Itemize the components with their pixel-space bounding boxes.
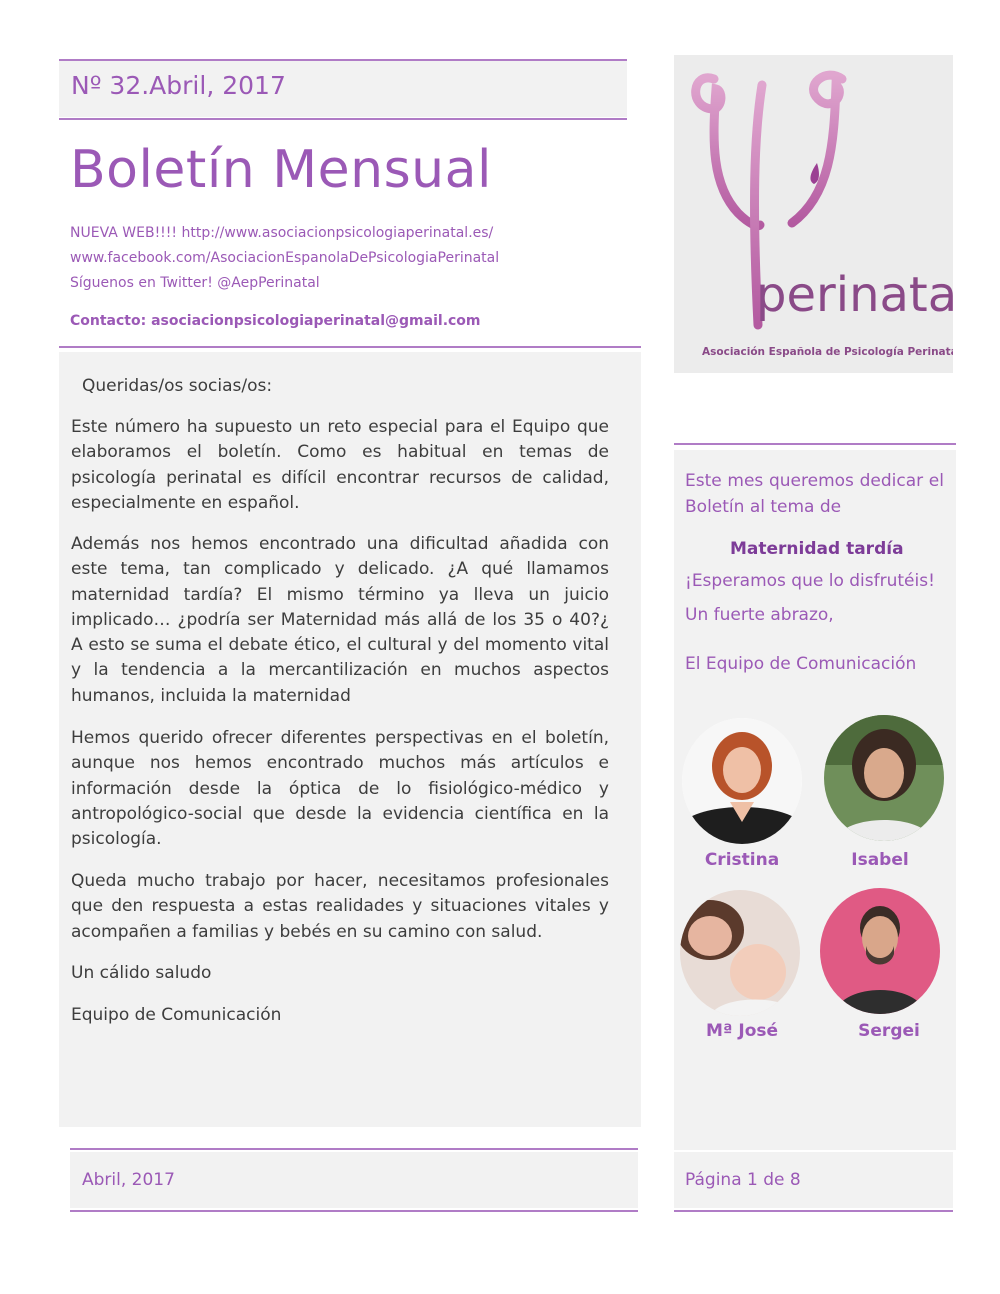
page-title: Boletín Mensual bbox=[70, 140, 492, 200]
avatar-name: Isabel bbox=[851, 850, 909, 870]
psi-symbol-icon bbox=[674, 55, 953, 373]
avatar bbox=[680, 890, 800, 1016]
issue-bar bbox=[59, 61, 627, 117]
page-number: Página 1 de 8 bbox=[685, 1170, 801, 1190]
sidebar-line-2: Un fuerte abrazo, bbox=[685, 605, 834, 625]
website-link[interactable]: NUEVA WEB!!!! http://www.asociacionpsicologiaperinatal.es/ bbox=[70, 225, 494, 241]
issue-bottom-rule bbox=[59, 118, 627, 120]
letter-paragraph: Además nos hemos encontrado una dificultad añadida con este tema, tan complicado y delicado. ¿A qué llamamos maternidad tardía? El mismo término ya lleva un juicio implicado… ¿podría ser Maternidad más allá de los 35 o 40?¿ A esto se suma el debate ético, el cultural y del momento vital y la tendencia a la mercantilización en muchos aspectos humanos, incluida la maternidad bbox=[71, 534, 609, 706]
letter-paragraph: Este número ha supuesto un reto especial para el Equipo que elaboramos el boletín. Como es habitual en temas de psicología perinatal es difícil encontrar recursos de calidad, especialmente en español. bbox=[71, 417, 609, 513]
footer-right bbox=[674, 1152, 953, 1208]
footer-left-bottom-rule bbox=[70, 1210, 638, 1212]
avatar-name: Cristina bbox=[704, 850, 780, 870]
footer-left-top-rule bbox=[70, 1148, 638, 1150]
logo-brand: perinatal bbox=[756, 267, 953, 323]
contact-email[interactable]: Contacto: asociacionpsicologiaperinatal@gmail.com bbox=[70, 313, 481, 329]
logo-subtitle: Asociación Española de Psicología Perinatal bbox=[702, 346, 953, 358]
facebook-link[interactable]: www.facebook.com/AsociacionEspanolaDePsicologiaPerinatal bbox=[70, 250, 500, 266]
footer-right-bottom-rule bbox=[674, 1210, 953, 1212]
letter-greeting: Queridas/os socias/os: bbox=[82, 376, 273, 396]
twitter-link[interactable]: Síguenos en Twitter! @AepPerinatal bbox=[70, 275, 320, 291]
letter-paragraph: Queda mucho trabajo por hacer, necesitamos profesionales que den respuesta a estas realidades y situaciones vitales y acompañen a familias y bebés en su camino con salud. bbox=[71, 871, 609, 942]
portrait-icon bbox=[824, 715, 944, 841]
avatar bbox=[682, 718, 802, 844]
avatar bbox=[824, 715, 944, 841]
sidebar-top-rule bbox=[674, 443, 956, 445]
avatar-name: Mª José bbox=[705, 1021, 779, 1041]
avatar bbox=[820, 888, 940, 1014]
letter-signature: Equipo de Comunicación bbox=[71, 1005, 282, 1025]
portrait-icon bbox=[820, 888, 940, 1014]
issue-number: Nº 32.Abril, 2017 bbox=[71, 71, 286, 100]
letter-closing: Un cálido saludo bbox=[71, 963, 212, 983]
letter-paragraph: Hemos querido ofrecer diferentes perspectivas en el boletín, aunque nos hemos encontrado muchos más artículos e información desde la óptica de lo fisiológico-médico y antropológico-social que desde la evidencia científica en la psicología. bbox=[71, 728, 609, 850]
footer-date: Abril, 2017 bbox=[82, 1170, 175, 1190]
sidebar-panel bbox=[674, 450, 956, 1150]
portrait-icon bbox=[680, 890, 800, 1016]
avatar-name: Sergei bbox=[858, 1021, 920, 1041]
sidebar-line-1: ¡Esperamos que lo disfrutéis! bbox=[685, 571, 935, 591]
sidebar-intro: Este mes queremos dedicar el Boletín al tema de bbox=[685, 471, 944, 517]
sidebar-signature: El Equipo de Comunicación bbox=[685, 654, 917, 674]
footer-left bbox=[70, 1152, 638, 1208]
intro-bottom-rule bbox=[59, 346, 641, 348]
letter-panel bbox=[59, 352, 641, 1127]
sidebar-topic: Maternidad tardía bbox=[730, 539, 904, 559]
portrait-icon bbox=[682, 718, 802, 844]
association-logo bbox=[674, 55, 953, 373]
